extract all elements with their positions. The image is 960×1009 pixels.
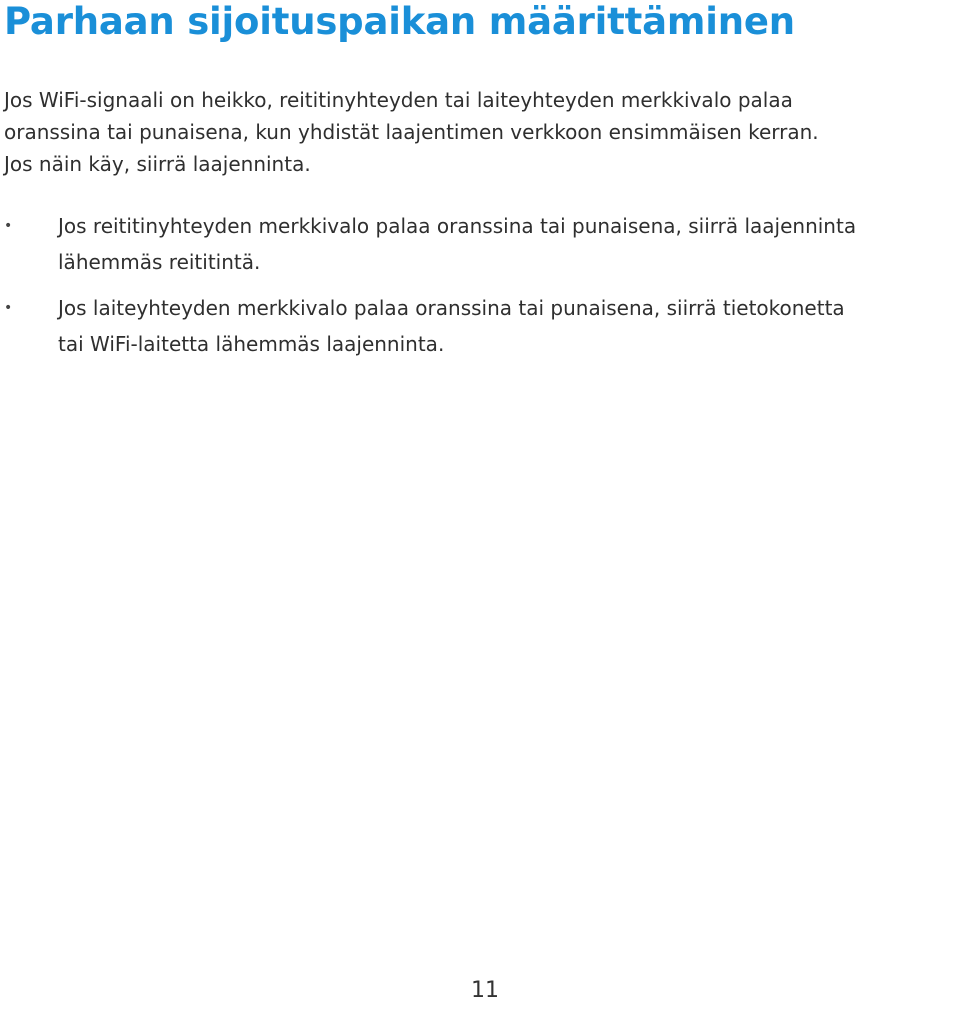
bullet-text-line: Jos reititinyhteyden merkkivalo palaa oranssina tai punaisena, siirrä laajenninta bbox=[58, 214, 857, 238]
bullet-text-line: Jos laiteyhteyden merkkivalo palaa oranssina tai punaisena, siirrä tietokonetta bbox=[58, 296, 845, 320]
bullet-marker: • bbox=[4, 218, 13, 234]
bullet-item-device bbox=[0, 290, 960, 362]
intro-line: Jos näin käy, siirrä laajenninta. bbox=[4, 152, 311, 176]
intro-paragraph bbox=[4, 84, 954, 180]
bullet-text-line: tai WiFi-laitetta lähemmäs laajenninta. bbox=[58, 332, 445, 356]
bullet-item-router bbox=[0, 208, 960, 280]
bullet-marker: • bbox=[4, 300, 13, 316]
intro-line: oranssina tai punaisena, kun yhdistät laajentimen verkkoon ensimmäisen kerran. bbox=[4, 120, 819, 144]
intro-line: Jos WiFi-signaali on heikko, reititinyhteyden tai laiteyhteyden merkkivalo palaa bbox=[4, 88, 793, 112]
page-title: Parhaan sijoituspaikan määrittäminen bbox=[4, 0, 795, 43]
page-number: 11 bbox=[471, 978, 499, 1003]
bullet-text-line: lähemmäs reititintä. bbox=[58, 250, 261, 274]
bullet-list bbox=[0, 208, 960, 372]
